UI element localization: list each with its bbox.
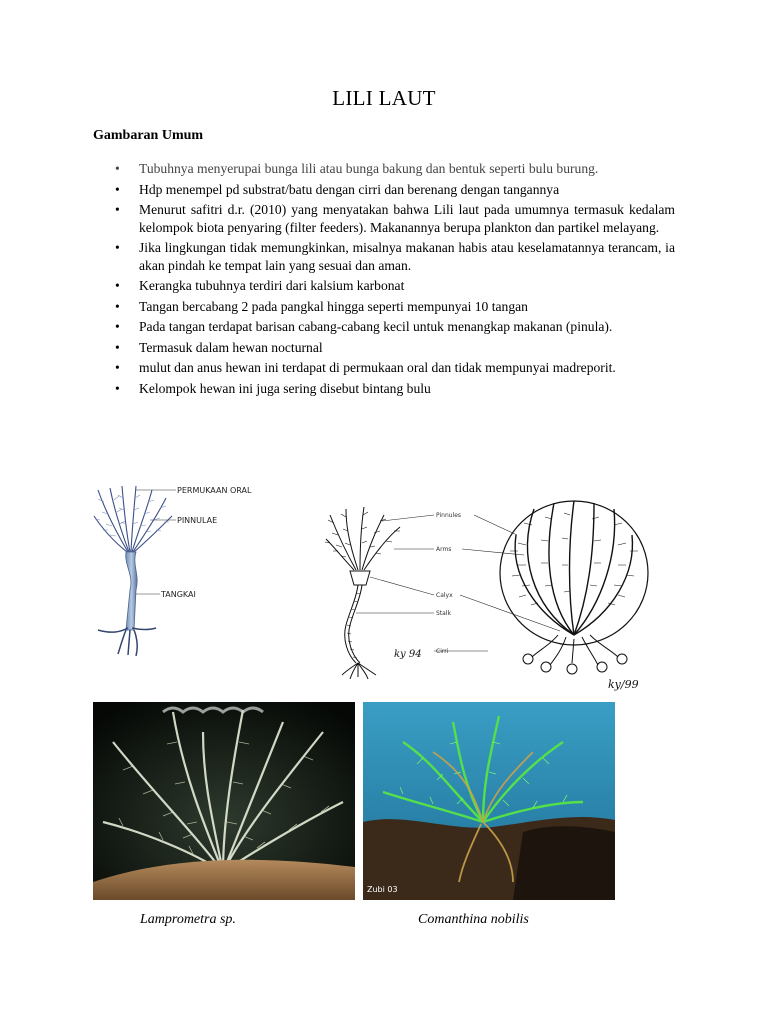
bullet-item: • Kelompok hewan ini juga sering disebut bintang bulu <box>93 380 675 398</box>
label-leaders <box>136 490 176 594</box>
label-pinnulae: PINNULAE <box>177 516 218 525</box>
label-tangkai: TANGKAI <box>161 590 196 599</box>
photo-comanthina <box>363 702 615 900</box>
bullet-item: • Termasuk dalam hewan nocturnal <box>93 339 675 357</box>
label-cirri: Cirri <box>436 648 449 655</box>
label-pinnules: Pinnules <box>436 512 462 519</box>
label-permukaan-oral: PERMUKAAN ORAL <box>177 486 252 495</box>
caption-comanthina: Comanthina nobilis <box>418 912 529 927</box>
label-calyx: Calyx <box>436 592 453 599</box>
bullet-item: • Tangan bercabang 2 pada pangkal hingga seperti mempunyai 10 tangan <box>93 298 675 316</box>
crown-arms <box>94 486 172 552</box>
cirri <box>98 628 156 656</box>
feather-star-drawing <box>500 501 648 674</box>
crinoid-anatomy-line-drawing <box>312 485 664 695</box>
label-stalk: Stalk <box>436 610 451 617</box>
sea-lily-labeled-diagram <box>90 480 270 660</box>
stalked-crinoid-drawing <box>325 507 400 679</box>
section-heading: Gambaran Umum <box>93 128 204 143</box>
photo-watermark: Zubi 03 <box>367 885 398 894</box>
stalk <box>126 552 137 630</box>
label-arms: Arms <box>436 546 452 553</box>
bullet-item: • Tubuhnya menyerupai bunga lili atau bunga bakung dan bentuk seperti bulu burung. <box>93 160 675 178</box>
photo-lamprometra <box>93 702 355 900</box>
bullet-item: • Jika lingkungan tidak memungkinkan, misalnya makanan habis atau keselamatannya terancam, ia akan pindah ke tempat lain yang sesuai dan aman. <box>93 239 675 274</box>
bullet-item: • Menurut safitri d.r. (2010) yang menyatakan bahwa Lili laut pada umumnya termasuk kedalam kelompok biota penyaring (filter feeders). Makanannya berupa plankton dan partikel melayang. <box>93 201 675 236</box>
bullet-list <box>93 160 675 400</box>
bullet-item: • Hdp menempel pd substrat/batu dengan cirri dan berenang dengan tangannya <box>93 181 675 199</box>
signature-right: ky/99 <box>608 678 639 691</box>
bullet-item: • mulut dan anus hewan ini terdapat di permukaan oral dan tidak mempunyai madreporit. <box>93 359 675 377</box>
bullet-item: • Kerangka tubuhnya terdiri dari kalsium karbonat <box>93 277 675 295</box>
signature-left: ky 94 <box>394 649 422 660</box>
bullet-item: • Pada tangan terdapat barisan cabang-cabang kecil untuk menangkap makanan (pinula). <box>93 318 675 336</box>
caption-lamprometra: Lamprometra sp. <box>140 912 236 927</box>
page-title: LILI LAUT <box>332 86 436 110</box>
